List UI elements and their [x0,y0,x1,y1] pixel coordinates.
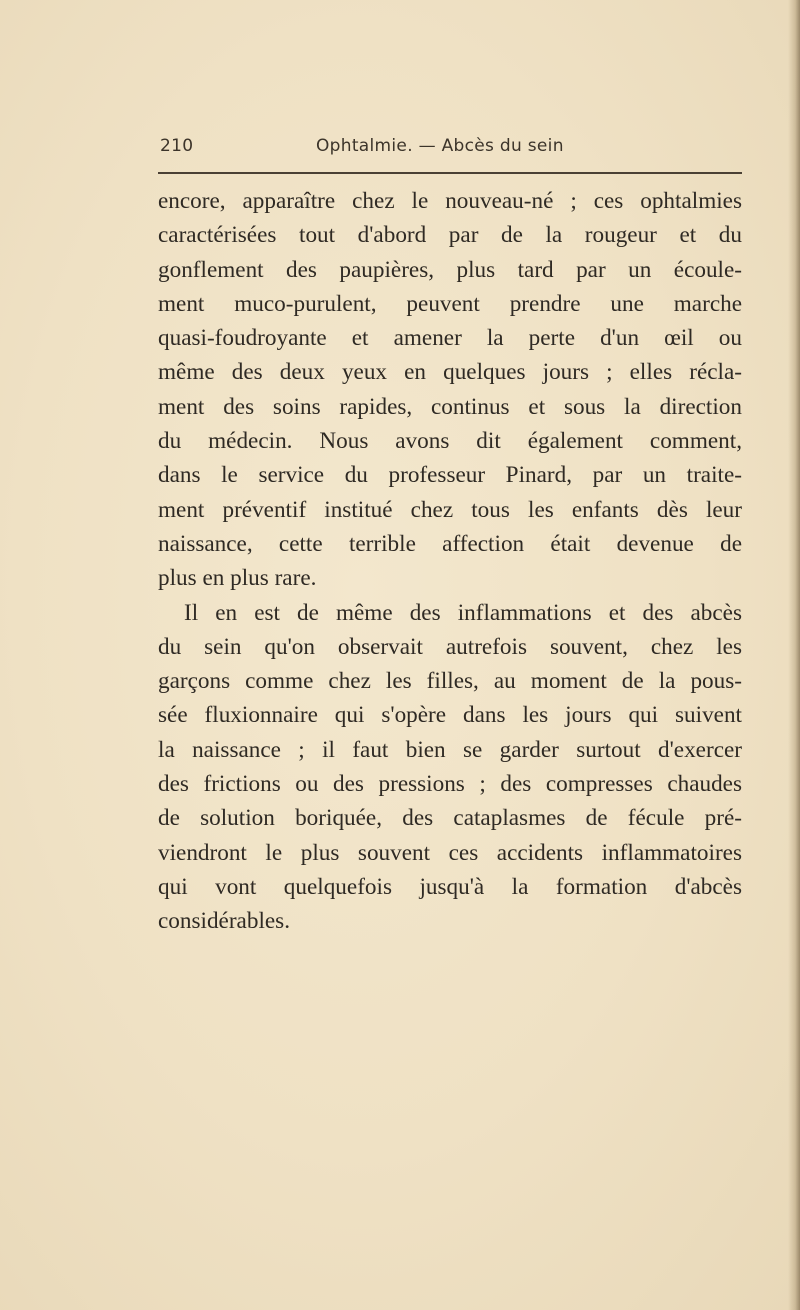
text-line: ment préventif institué chez tous les enfants dès leur [158,496,742,523]
body-text [158,184,742,939]
text-line: encore, apparaître chez le nouveau-né ; ces ophtalmies [158,188,742,214]
text-line: de solution boriquée, des cataplasmes de fécule pré- [158,805,742,832]
text-line: considérables. [158,908,290,935]
running-head [160,136,742,164]
text-line: gonflement des paupières, plus tard par un écoule- [158,256,742,283]
page-edge-shadow [788,0,800,1310]
text-line: quasi-foudroyante et amener la perte d'un œil ou [158,325,742,352]
text-line: plus en plus rare. [158,565,317,592]
page-number: 210 [160,136,194,156]
text-line: viendront le plus souvent ces accidents inflammatoires [158,839,742,866]
text-line: la naissance ; il faut bien se garder surtout d'exercer [158,736,742,763]
header-rule [158,172,742,174]
text-line: ment des soins rapides, continus et sous la direction [158,393,742,420]
running-title: Ophtalmie. — Abcès du sein [316,136,564,156]
text-line: sée fluxionnaire qui s'opère dans les jours qui suivent [158,702,742,729]
text-line: naissance, cette terrible affection était devenue de [158,530,742,557]
text-line: ment muco-purulent, peuvent prendre une marche [158,290,742,317]
text-line: du médecin. Nous avons dit également comment, [158,428,742,455]
text-line: garçons comme chez les filles, au moment de la pous- [158,668,742,695]
text-line: du sein qu'on observait autrefois souvent, chez les [158,633,742,660]
text-line: des frictions ou des pressions ; des compresses chaudes [158,771,742,798]
text-line: caractérisées tout d'abord par de la rougeur et du [158,222,742,249]
text-line: dans le service du professeur Pinard, par un traite- [158,462,742,489]
paragraph-1 [158,184,742,596]
text-line: Il en est de même des inflammations et des abcès [184,599,742,626]
text-line: même des deux yeux en quelques jours ; elles récla- [158,359,742,386]
text-line: qui vont quelquefois jusqu'à la formation d'abcès [158,873,742,900]
paragraph-2 [158,596,742,939]
